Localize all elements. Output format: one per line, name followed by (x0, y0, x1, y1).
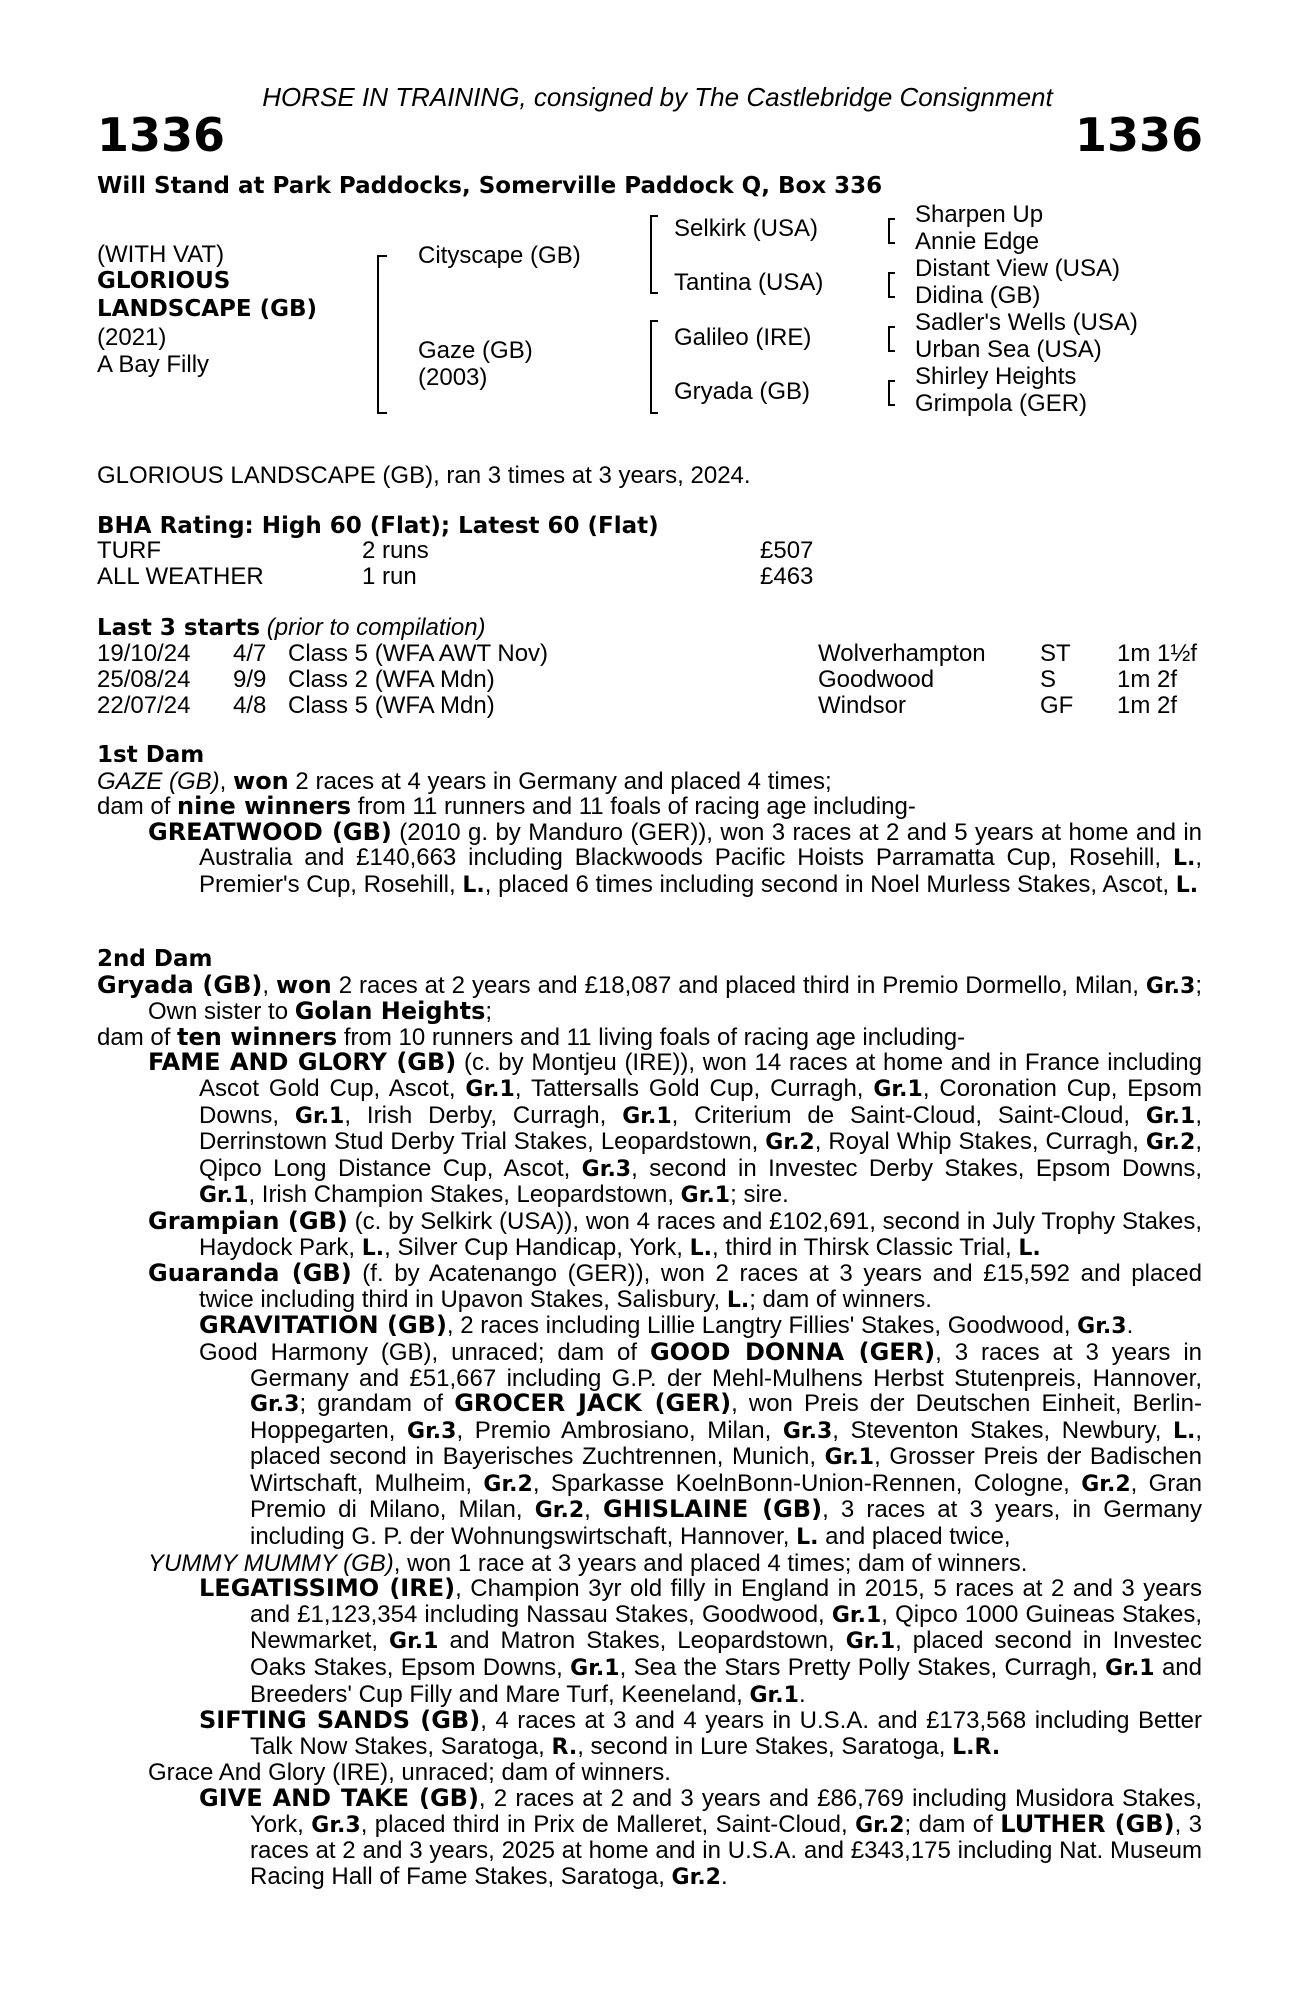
rating-row-prize: £463 (760, 563, 814, 590)
start-date: 22/07/24 (97, 692, 191, 719)
progeny-good-harmony: Good Harmony (GB), unraced; dam of GOOD DONNA (GER), 3 races at 3 years in Germany and £51,667 including G.P. der Mehl-Mulhens Herbst Stutenpreis, Hannover, Gr.3; grandam of GROCER JACK (GER), won Preis der Deutschen Einheit, Berlin-Hoppegarten, Gr.3, Premio Ambrosiano, Milan, Gr.3, Steventon Stakes, Newbury, L., placed second in Bayerisches Zuchtrennen, Munich, Gr.1, Grosser Preis der Badischen Wirtschaft, Mulheim, Gr.2, Sparkasse KoelnBonn-Union-Rennen, Cologne, Gr.2, Gran Premio di Milano, Milan, Gr.2, GHISLAINE (GB), 3 races at 3 years, in Germany including G. P. der Wohnungswirtschaft, Hannover, L. and placed twice, (199, 1337, 1203, 1551)
second-dam-produce-line: dam of ten winners from 10 runners and 11 living foals of racing age including- (97, 1022, 966, 1051)
second-dam-section (97, 947, 1202, 1890)
brace-g3-3 (888, 326, 895, 352)
rating-row-runs: 1 run (362, 563, 417, 590)
start-date: 19/10/24 (97, 640, 191, 667)
bha-rating: BHA Rating: High 60 (Flat); Latest 60 (Flat) (97, 513, 659, 539)
lot-number-right: 1336 (1074, 108, 1203, 162)
progeny-fame-and-glory: FAME AND GLORY (GB) (c. by Montjeu (IRE)), won 14 races at home and in France including Ascot Gold Cup, Ascot, Gr.1, Tattersalls Gold Cup, Curragh, Gr.1, Coronation Cup, Epsom Downs, Gr.1, Irish Derby, Curragh, Gr.1, Criterium de Saint-Cloud, Saint-Cloud, Gr.1, Derrinstown Stud Derby Trial Stakes, Leopardstown, Gr.2, Royal Whip Stakes, Curragh, Gr.2, Qipco Long Distance Cup, Ascot, Gr.3, second in Investec Derby Stakes, Epsom Downs, Gr.1, Irish Champion Stakes, Leopardstown, Gr.1; sire. (148, 1048, 1202, 1209)
ped-dss: Sadler's Wells (USA) (915, 309, 1138, 336)
catalogue-header: HORSE IN TRAINING, consigned by The Castlebridge Consignment (262, 82, 1053, 112)
pedigree-brace (377, 255, 387, 414)
race-summary: GLORIOUS LANDSCAPE (GB), ran 3 times at 3 years, 2024. (97, 462, 751, 489)
ped-dsd: Urban Sea (USA) (915, 336, 1102, 363)
dam-year: (2003) (418, 364, 488, 391)
ped-ddd: Grimpola (GER) (915, 390, 1088, 417)
start-race: Class 5 (WFA Mdn) (288, 692, 495, 719)
ped-sdd: Didina (GB) (915, 282, 1041, 309)
sire-dam: Tantina (USA) (674, 269, 824, 296)
first-dam-section (97, 743, 1202, 899)
ped-sss: Sharpen Up (915, 201, 1044, 228)
dam: Gaze (GB) (418, 337, 533, 364)
progeny-grace-and-glory: Grace And Glory (IRE), unraced; dam of winners. (148, 1759, 671, 1787)
start-distance: 1m 2f (1117, 692, 1178, 719)
start-course: Windsor (818, 692, 907, 719)
brace-g3-4 (888, 380, 895, 406)
progeny-sifting-sands: SIFTING SANDS (GB), 4 races at 3 and 4 years in U.S.A. and £173,568 including Better Talk Now Stakes, Saratoga, R., second in Lure Stakes, Saratoga, L.R. (199, 1706, 1202, 1760)
start-position: 9/9 (233, 666, 267, 693)
progeny-grampian: Grampian (GB) (c. by Selkirk (USA)), won 4 races and £102,691, second in July Trophy Stakes, Haydock Park, L., Silver Cup Handicap, York, L., third in Thirsk Classic Trial, L. (148, 1206, 1202, 1261)
start-distance: 1m 2f (1117, 666, 1178, 693)
first-dam-line: GAZE (GB), won 2 races at 4 years in Germany and placed 4 times; (97, 766, 832, 795)
stand-location: Will Stand at Park Paddocks, Somerville Paddock Q, Box 336 (97, 173, 883, 199)
rating-row-surface: ALL WEATHER (97, 563, 264, 590)
dam-dam: Gryada (GB) (674, 378, 811, 405)
second-dam-line: Gryada (GB), won 2 races at 2 years and £18,087 and placed third in Premio Dormello, Milan, Gr.3; Own sister to Golan Heights; (97, 970, 1203, 1026)
start-position: 4/7 (233, 640, 267, 667)
start-going: ST (1040, 640, 1071, 667)
start-position: 4/8 (233, 692, 267, 719)
start-course: Goodwood (818, 666, 935, 693)
horse-description: A Bay Filly (97, 351, 210, 378)
start-course: Wolverhampton (818, 640, 986, 667)
first-dam-heading: 1st Dam (97, 742, 205, 768)
sire: Cityscape (GB) (418, 242, 581, 269)
last-starts-heading (97, 614, 486, 642)
brace-g3-1 (888, 218, 895, 244)
rating-row-runs: 2 runs (362, 537, 429, 564)
progeny-give-and-take: GIVE AND TAKE (GB), 2 races at 2 and 3 years and £86,769 including Musidora Stakes, York, Gr.3, placed third in Prix de Malleret, Saint-Cloud, Gr.2; dam of LUTHER (GB), 3 races at 2 and 3 years, 2025 at home and in U.S.A. and £343,175 including Nat. Museum Racing Hall of Fame Stakes, Saratoga, Gr.2. (199, 1784, 1203, 1890)
progeny-yummy-mummy: YUMMY MUMMY (GB), won 1 race at 3 years and placed 4 times; dam of winners. (148, 1549, 1028, 1577)
start-date: 25/08/24 (97, 666, 191, 693)
progeny-legatissimo: LEGATISSIMO (IRE), Champion 3yr old filly in England in 2015, 5 races at 2 and 3 years and £1,123,354 including Nassau Stakes, Goodwood, Gr.1, Qipco 1000 Guineas Stakes, Newmarket, Gr.1 and Matron Stakes, Leopardstown, Gr.1, placed second in Investec Oaks Stakes, Epsom Downs, Gr.1, Sea the Stars Pretty Polly Stakes, Curragh, Gr.1 and Breeders' Cup Filly and Mare Turf, Keeneland, Gr.1. (199, 1574, 1203, 1708)
start-distance: 1m 1½f (1117, 640, 1198, 667)
ped-sds: Distant View (USA) (915, 255, 1120, 282)
progeny-gravitation: GRAVITATION (GB), 2 races including Lillie Langtry Fillies' Stakes, Goodwood, Gr.3. (199, 1311, 1134, 1340)
vat-note: (WITH VAT) (97, 241, 225, 268)
dam-sire: Galileo (IRE) (674, 324, 812, 351)
sire-brace (650, 215, 658, 294)
horse-name-line2: LANDSCAPE (GB) (97, 296, 318, 322)
start-going: GF (1040, 692, 1074, 719)
horse-name-line1: GLORIOUS (97, 268, 231, 294)
last-starts-title: Last 3 starts (97, 615, 261, 641)
lot-number-left: 1336 (97, 108, 226, 162)
ped-dds: Shirley Heights (915, 363, 1077, 390)
dam-brace (650, 320, 658, 414)
progeny-guaranda: Guaranda (GB) (f. by Acatenango (GER)), won 2 races at 3 years and £15,592 and placed twice including third in Upavon Stakes, Salisbury, L.; dam of winners. (148, 1259, 1202, 1313)
progeny-greatwood: GREATWOOD (GB) (2010 g. by Manduro (GER)), won 3 races at 2 and 5 years at home and in Australia and £140,663 including Blackwoods Pacific Hoists Parramatta Cup, Rosehill, L., Premier's Cup, Rosehill, L., placed 6 times including second in Noel Murless Stakes, Ascot, L. (148, 817, 1202, 898)
sire-sire: Selkirk (USA) (674, 215, 819, 242)
start-race: Class 5 (WFA AWT Nov) (288, 640, 549, 667)
brace-g3-2 (888, 272, 895, 298)
start-going: S (1040, 666, 1057, 693)
last-starts-note: (prior to compilation) (266, 614, 486, 641)
start-race: Class 2 (WFA Mdn) (288, 666, 495, 693)
ped-ssd: Annie Edge (915, 228, 1040, 255)
rating-row-prize: £507 (760, 537, 814, 564)
horse-year: (2021) (97, 324, 167, 351)
first-dam-produce-line: dam of nine winners from 11 runners and 11 foals of racing age including- (97, 792, 916, 821)
second-dam-heading: 2nd Dam (97, 946, 213, 972)
rating-row-surface: TURF (97, 537, 161, 564)
